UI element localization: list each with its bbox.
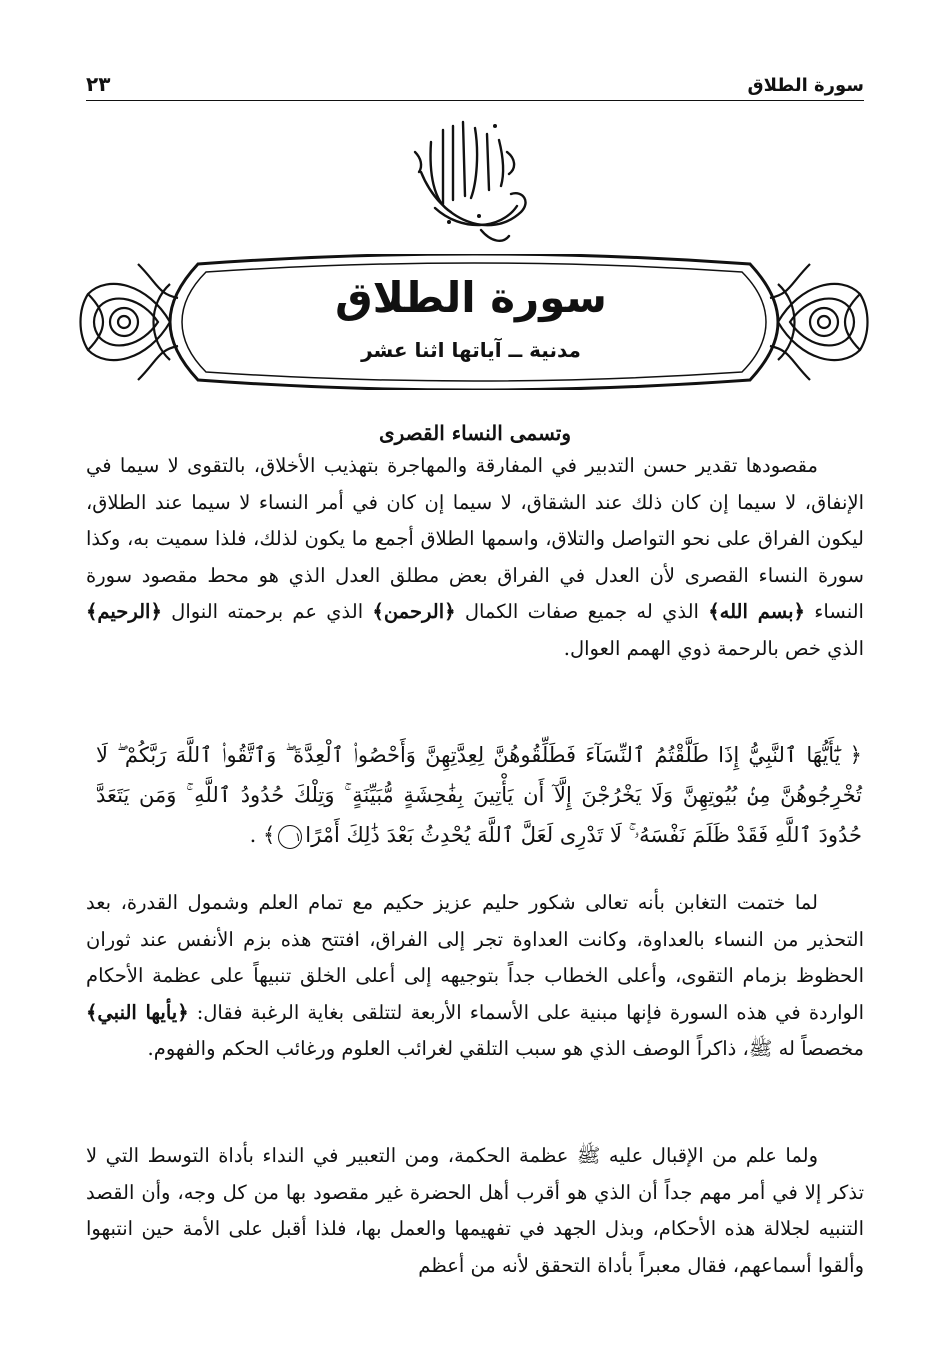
commentary-paragraph-2 xyxy=(86,1138,864,1284)
quran-quote: ﴿بسم الله﴾ xyxy=(708,600,805,623)
text-run: الذي عم برحمته النوال xyxy=(161,600,373,623)
text-run: مقصودها تقدير حسن التدبير في المفارقة والمهاجرة بتهذيب الأخلاق، بالتقوى لا سيما في الإنفاق، لا سيما إن كان ذلك عند الشقاق، لا سيما إن كان في أمر النساء لا سيما عند الطلاق، ليكون الفراق على نحو التواصل والتلاق، واسمها الطلاق أجمع ما يكون لذلك، فلذا سميت به، وكذا سورة النساء القصرى لأن العدل في الفراق بعض مطلق العدل الذي هو محط مقصود سورة النساء xyxy=(86,454,864,623)
running-title: سورة الطلاق xyxy=(747,75,864,96)
alternate-name-heading: وتسمى النساء القصرى xyxy=(378,421,572,445)
quran-verse-block xyxy=(96,735,862,855)
quran-quote: ﴿يأيها النبي﴾ xyxy=(86,1000,189,1024)
ayah-number-badge: ١ xyxy=(278,825,302,849)
text-run: الذي له جميع صفات الكمال xyxy=(455,600,709,623)
basmala-calligraphy xyxy=(391,112,551,248)
verse-text: ﴿ يَٰٓأَيُّهَا ٱلنَّبِيُّ إِذَا طَلَّقْتُمُ ٱلنِّسَآءَ فَطَلِّقُوهُنَّ لِعِدَّتِهِنَّ وَأَحْصُوا۟ ٱلْعِدَّةَ ۖ وَٱتَّقُوا۟ ٱللَّهَ رَبَّكُمْ ۖ لَا تُخْرِجُوهُنَّ مِنۢ بُيُوتِهِنَّ وَلَا يَخْرُجْنَ إِلَّآ أَن يَأْتِينَ بِفَٰحِشَةٍ مُّبَيِّنَةٍ ۚ وَتِلْكَ حُدُودُ ٱللَّهِ ۚ وَمَن يَتَعَدَّ حُدُودَ ٱللَّهِ فَقَدْ ظَلَمَ نَفْسَهُۥ ۚ لَا تَدْرِى لَعَلَّ ٱللَّهَ يُحْدِثُ بَعْدَ ذَٰلِكَ أَمْرًا xyxy=(96,743,862,847)
surah-subtitle: مدنية ــ آياتها اثنا عشر xyxy=(361,338,581,362)
text-run: الذي خص بالرحمة ذوي الهمم العوال. xyxy=(563,636,864,660)
text-run: ولما علم من الإقبال عليه ﷺ عظمة الحكمة، ومن التعبير في النداء بأداة التوسط التي لا تذكر إلا في أمر مهم جداً أن الذي هو أقرب أهل الحضرة غير مقصود بها من كل وجه، وأن القصد التنبيه لجلالة هذه الأحكام، وبذل الجهد في تفهيمها والعمل بها، فلذا أقبل على الأمة حين انتبهوا وألقوا أسماعهم، فقال معبراً بأداة التحقق لأنه من أعظم xyxy=(86,1144,864,1277)
text-run: لما ختمت التغابن بأنه تعالى شكور حليم عزيز حكيم مع تمام العلم وشمول القدرة، بعد التحذير من النساء بالعداوة، وكانت العداوة تجر إلى الفراق، افتتح هذه بزم الأنفس عند ثوران الحظوظ بزمام التقوى، وأعلى الخطاب جداً بتوجيهه إلى أعلى الخلق تنبيهاً على عظمة الأحكام الواردة في هذه السورة فإنها مبنية على الأسماء الأربعة لتتلقى بغاية الرغبة فقال: xyxy=(86,891,864,1024)
quran-quote: ﴿الرحمن﴾ xyxy=(372,600,456,623)
surah-title: سورة الطلاق xyxy=(335,273,607,322)
page-header xyxy=(86,62,864,101)
verse-end: ﴾ . xyxy=(249,823,276,847)
commentary-paragraph xyxy=(86,885,864,1068)
quran-quote: ﴿الرحيم﴾ xyxy=(86,600,162,623)
page-number: ٢٣ xyxy=(86,72,111,96)
text-run: مخصصاً له ﷺ، ذاكراً الوصف الذي هو سبب التلقي لغرائب العلوم ورغائب الحكم والفهوم. xyxy=(147,1037,864,1060)
basmala-calligraphy-icon xyxy=(391,112,551,248)
intro-paragraph xyxy=(86,448,864,667)
